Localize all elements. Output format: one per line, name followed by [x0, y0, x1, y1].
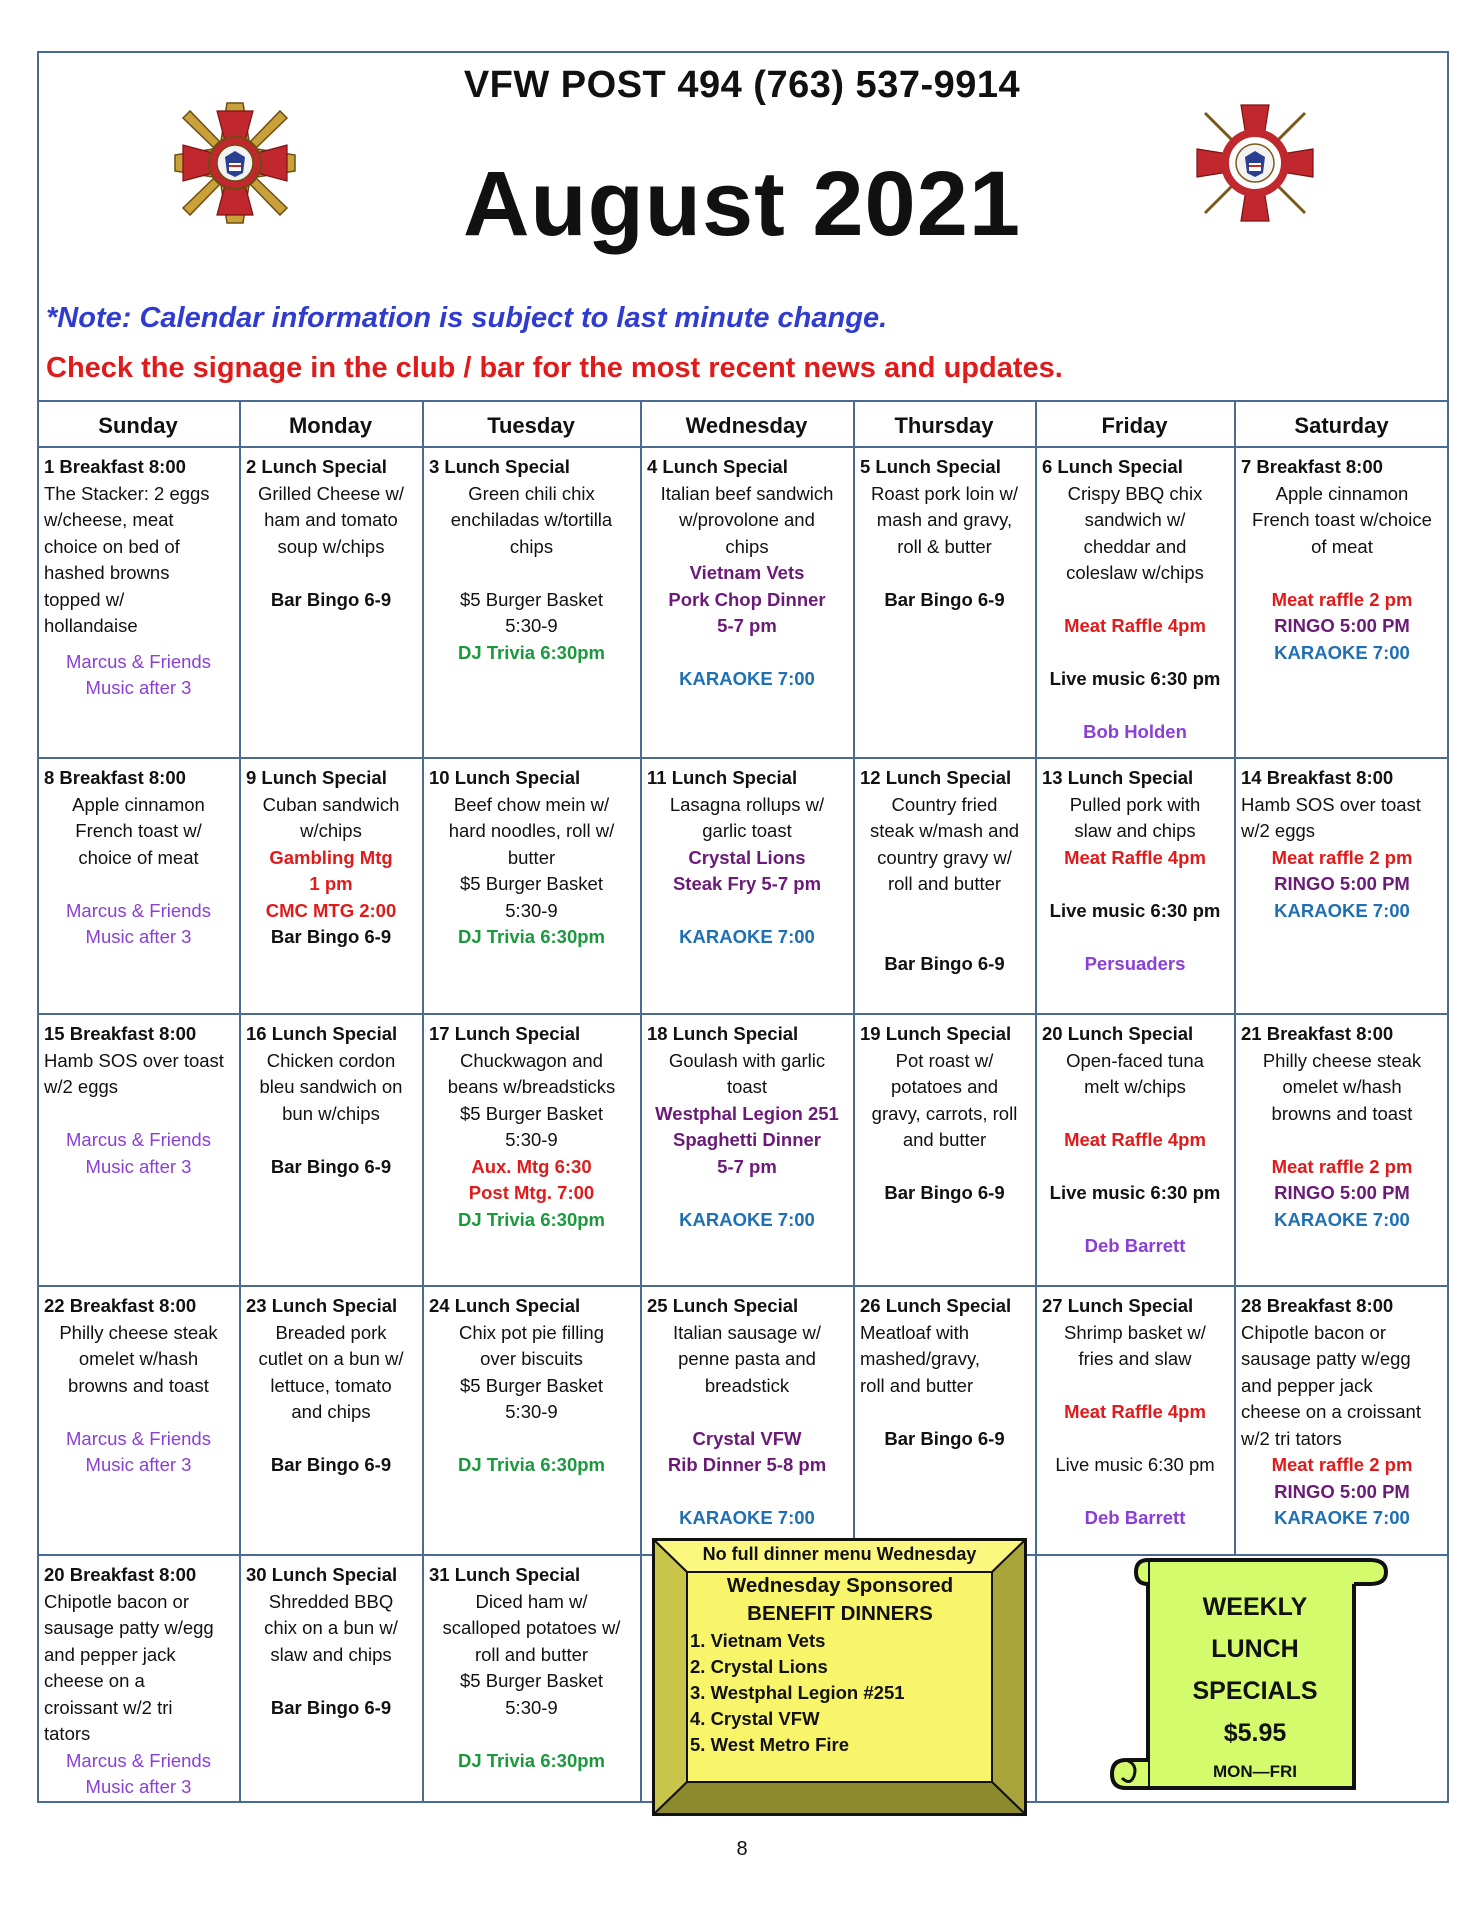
- event-line: The Stacker: 2 eggs: [44, 482, 210, 504]
- event-line: Crispy BBQ chix: [1067, 482, 1203, 504]
- event-line: 5:30-9: [505, 615, 558, 636]
- day-heading: 23 Lunch Special: [246, 1295, 398, 1316]
- event-line: Marcus & Friends: [66, 1129, 211, 1150]
- event-line: toast: [726, 1076, 768, 1097]
- event-line: Aux. Mtg 6:30: [471, 1155, 592, 1177]
- event-line: penne pasta and: [678, 1348, 816, 1369]
- wednesday-box-content: [690, 1572, 990, 1758]
- cell-spacer: [1042, 1479, 1228, 1506]
- day-cell: [422, 1285, 640, 1554]
- event-line: Open-faced tuna: [1066, 1049, 1204, 1071]
- day-heading: 25 Lunch Special: [647, 1295, 799, 1316]
- event-line: w/provolone and: [679, 509, 815, 530]
- weekday-thursday: Thursday: [894, 413, 994, 438]
- cell-spacer: [1042, 640, 1228, 667]
- event-line: DJ Trivia 6:30pm: [457, 1749, 606, 1771]
- event-line: Philly cheese steak: [59, 1321, 218, 1343]
- event-line: Meat raffle 2 pm: [1271, 588, 1413, 610]
- day-cell: [239, 757, 422, 1013]
- day-heading: 30 Lunch Special: [246, 1564, 398, 1585]
- day-cell: [239, 1013, 422, 1285]
- event-line: beans w/breadsticks: [447, 1076, 616, 1097]
- event-line: melt w/chips: [1084, 1076, 1186, 1097]
- event-line: Music after 3: [85, 1454, 192, 1475]
- day-heading: 18 Lunch Special: [647, 1023, 799, 1044]
- cell-spacer: [647, 1399, 847, 1426]
- day-cell: [37, 446, 239, 757]
- event-line: potatoes and: [891, 1076, 998, 1097]
- event-line: CMC MTG 2:00: [265, 899, 397, 921]
- day-cell: [1035, 1285, 1234, 1554]
- event-line: Meatloaf with: [860, 1321, 969, 1343]
- event-line: DJ Trivia 6:30pm: [457, 641, 606, 663]
- day-heading: 20 Breakfast 8:00: [44, 1564, 197, 1585]
- event-line: KARAOKE 7:00: [679, 1507, 815, 1528]
- post-title: VFW POST 494 (763) 537-9914: [463, 64, 1021, 106]
- event-line: tators: [44, 1723, 91, 1744]
- event-line: bleu sandwich on: [259, 1076, 403, 1097]
- cell-spacer: [860, 1154, 1029, 1181]
- cell-spacer: [1042, 1373, 1228, 1400]
- event-line: Meat Raffle 4pm: [1064, 1401, 1206, 1422]
- cell-spacer: [246, 1426, 416, 1453]
- day-cell: [422, 446, 640, 757]
- day-cell: [1234, 446, 1449, 757]
- day-cell: [640, 757, 853, 1013]
- event-line: browns and toast: [1271, 1102, 1413, 1124]
- day-cell: [37, 1013, 239, 1285]
- event-line: Green chili chix: [468, 482, 595, 504]
- event-line: Bar Bingo 6-9: [270, 588, 392, 610]
- cell-spacer: [647, 1180, 847, 1207]
- event-line: cheese on a croissant: [1241, 1401, 1421, 1422]
- event-line: browns and toast: [68, 1374, 209, 1396]
- event-line: Music after 3: [85, 1776, 192, 1797]
- day-heading: 27 Lunch Special: [1042, 1295, 1194, 1316]
- cell-spacer: [246, 560, 416, 587]
- cell-spacer: [246, 1668, 416, 1695]
- event-line: Diced ham w/: [475, 1590, 588, 1612]
- event-line: steak w/mash and: [869, 820, 1020, 841]
- day-cell: [37, 1285, 239, 1554]
- day-cell: [1035, 446, 1234, 757]
- event-line: Bar Bingo 6-9: [270, 926, 392, 947]
- event-line: 5:30-9: [505, 1401, 558, 1422]
- day-heading: 11 Lunch Special: [647, 767, 798, 788]
- cell-spacer: [44, 1101, 233, 1128]
- day-cell: [1035, 757, 1234, 1013]
- event-line: Pork Chop Dinner: [668, 588, 826, 610]
- day-cell: [37, 1554, 239, 1803]
- event-line: Marcus & Friends: [66, 1427, 211, 1449]
- day-cell: [239, 1285, 422, 1554]
- event-line: French toast w/: [75, 820, 202, 841]
- event-line: Music after 3: [85, 926, 192, 947]
- weekday-tuesday: Tuesday: [487, 413, 575, 438]
- event-line: cheddar and: [1083, 535, 1187, 557]
- wednesday-box-subheading: BENEFIT DINNERS: [747, 1602, 933, 1625]
- event-line: w/chips: [300, 820, 362, 841]
- day-cell: [239, 1554, 422, 1803]
- event-line: cutlet on a bun w/: [258, 1348, 404, 1369]
- day-cell: [422, 757, 640, 1013]
- event-line: cheese on a: [44, 1670, 145, 1691]
- event-line: sausage patty w/egg: [44, 1617, 214, 1638]
- event-line: DJ Trivia 6:30pm: [457, 926, 606, 947]
- specials-label: SPECIALS: [1192, 1677, 1318, 1705]
- day-heading: 13 Lunch Special: [1042, 767, 1194, 788]
- weekday-wednesday: Wednesday: [685, 413, 808, 438]
- benefit-dinner-item: 2. Crystal Lions: [690, 1656, 828, 1677]
- cell-spacer: [647, 898, 847, 925]
- event-line: RINGO 5:00 PM: [1274, 873, 1410, 894]
- event-line: sandwich w/: [1084, 509, 1186, 530]
- day-heading: 31 Lunch Special: [429, 1564, 581, 1585]
- event-line: Westphal Legion 251: [655, 1102, 839, 1124]
- event-line: omelet w/hash: [1282, 1076, 1402, 1097]
- event-line: hard noodles, roll w/: [448, 820, 615, 841]
- day-cell: [37, 757, 239, 1013]
- weekly-label: WEEKLY: [1202, 1593, 1308, 1621]
- event-line: Live music 6:30 pm: [1049, 899, 1221, 921]
- event-line: KARAOKE 7:00: [679, 926, 815, 947]
- day-cell: [1234, 1285, 1449, 1554]
- cell-spacer: [1042, 587, 1228, 614]
- cell-spacer: [44, 1399, 233, 1426]
- event-line: and butter: [902, 1129, 987, 1150]
- event-line: DJ Trivia 6:30pm: [457, 1454, 606, 1475]
- event-line: of meat: [1311, 535, 1373, 557]
- event-line: over biscuits: [480, 1348, 583, 1369]
- lunch-label: LUNCH: [1211, 1635, 1299, 1663]
- day-heading: 28 Breakfast 8:00: [1241, 1295, 1394, 1316]
- event-line: Bar Bingo 6-9: [270, 1696, 392, 1718]
- event-line: Cuban sandwich: [262, 793, 400, 815]
- event-line: hollandaise: [44, 615, 138, 636]
- event-line: enchiladas w/tortilla: [450, 509, 613, 530]
- event-line: gravy, carrots, roll: [871, 1102, 1018, 1124]
- day-cell: [422, 1554, 640, 1803]
- event-line: Live music 6:30 pm: [1049, 1182, 1221, 1203]
- event-line: topped w/: [44, 588, 125, 610]
- event-line: Deb Barrett: [1084, 1507, 1186, 1528]
- cell-spacer: [44, 871, 233, 898]
- event-line: Meat raffle 2 pm: [1271, 846, 1413, 868]
- cell-spacer: [1042, 1207, 1228, 1234]
- event-line: slaw and chips: [270, 1643, 392, 1665]
- event-line: Rib Dinner 5-8 pm: [667, 1454, 827, 1475]
- event-line: Roast pork loin w/: [870, 482, 1019, 504]
- event-line: Italian beef sandwich: [660, 482, 834, 504]
- event-line: Persuaders: [1084, 952, 1186, 974]
- day-cell: [853, 446, 1035, 757]
- event-line: Deb Barrett: [1084, 1235, 1186, 1256]
- event-line: RINGO 5:00 PM: [1274, 1182, 1410, 1203]
- weekday-friday: Friday: [1101, 413, 1168, 438]
- event-line: Grilled Cheese w/: [257, 482, 404, 504]
- event-line: Spaghetti Dinner: [672, 1129, 821, 1150]
- day-cell: [853, 1285, 1035, 1554]
- event-line: breadstick: [704, 1374, 790, 1396]
- event-line: Bar Bingo 6-9: [270, 1155, 392, 1177]
- wednesday-box-top-label: No full dinner menu Wednesday: [702, 1544, 977, 1564]
- signage-notice: Check the signage in the club / bar for the most recent news and updates.: [46, 352, 1063, 384]
- event-line: DJ Trivia 6:30pm: [457, 1208, 606, 1230]
- event-line: French toast w/choice: [1252, 509, 1432, 530]
- event-line: Bar Bingo 6-9: [270, 1454, 392, 1475]
- event-line: butter: [507, 846, 556, 868]
- cell-spacer: [860, 1399, 1029, 1426]
- weekday-saturday: Saturday: [1294, 413, 1389, 438]
- cell-spacer: [860, 898, 1029, 925]
- cell-spacer: [647, 640, 847, 667]
- event-line: KARAOKE 7:00: [679, 668, 815, 689]
- day-cell: [853, 1013, 1035, 1285]
- event-line: 5-7 pm: [717, 1155, 777, 1177]
- event-line: Philly cheese steak: [1262, 1049, 1422, 1071]
- day-heading: 2 Lunch Special: [246, 456, 387, 477]
- event-line: Steak Fry 5-7 pm: [672, 873, 822, 894]
- day-cell: [853, 757, 1035, 1013]
- day-cell: [1035, 1013, 1234, 1285]
- cell-spacer: [429, 1426, 634, 1453]
- event-line: Meat Raffle 4pm: [1064, 846, 1206, 868]
- event-line: $5 Burger Basket: [460, 1102, 603, 1124]
- event-line: bun w/chips: [282, 1102, 380, 1124]
- event-line: Pulled pork with: [1069, 793, 1201, 815]
- benefit-dinner-item: 3. Westphal Legion #251: [690, 1682, 905, 1703]
- wednesday-box-heading: Wednesday Sponsored: [726, 1574, 954, 1597]
- day-heading: 16 Lunch Special: [246, 1023, 398, 1044]
- day-heading: 3 Lunch Special: [429, 456, 570, 477]
- event-line: and pepper jack: [1241, 1374, 1373, 1396]
- cell-spacer: [1241, 1127, 1443, 1154]
- event-line: KARAOKE 7:00: [679, 1208, 815, 1230]
- day-cell: [640, 1013, 853, 1285]
- cell-spacer: [1241, 560, 1443, 587]
- cell-spacer: [1042, 693, 1228, 720]
- event-line: KARAOKE 7:00: [1274, 1507, 1410, 1528]
- event-line: RINGO 5:00 PM: [1274, 615, 1410, 636]
- cell-spacer: [860, 924, 1029, 951]
- event-line: 5:30-9: [505, 899, 558, 921]
- event-line: croissant w/2 tri: [44, 1696, 173, 1718]
- event-line: Meat Raffle 4pm: [1064, 615, 1206, 636]
- event-line: ham and tomato: [264, 509, 398, 530]
- event-line: roll and butter: [474, 1643, 589, 1665]
- day-heading: 19 Lunch Special: [860, 1023, 1012, 1044]
- event-line: 5:30-9: [505, 1696, 558, 1718]
- event-line: Apple cinnamon: [1275, 482, 1409, 504]
- event-line: mash and gravy,: [876, 509, 1013, 530]
- cell-spacer: [1042, 1101, 1228, 1128]
- event-line: Pot roast w/: [895, 1049, 994, 1071]
- event-line: Crystal VFW: [692, 1427, 802, 1449]
- event-line: Country fried: [891, 793, 998, 815]
- event-line: KARAOKE 7:00: [1274, 899, 1410, 921]
- event-line: KARAOKE 7:00: [1274, 641, 1410, 663]
- event-line: $5 Burger Basket: [460, 1670, 603, 1691]
- day-cell: [640, 446, 853, 757]
- day-heading: 8 Breakfast 8:00: [44, 767, 186, 788]
- cell-spacer: [429, 560, 634, 587]
- event-line: Shrimp basket w/: [1064, 1321, 1206, 1343]
- day-heading: 21 Breakfast 8:00: [1241, 1023, 1394, 1044]
- event-line: hashed browns: [44, 562, 170, 583]
- event-line: Lasagna rollups w/: [669, 793, 825, 815]
- day-cell: [1234, 1013, 1449, 1285]
- event-line: chips: [509, 535, 554, 557]
- event-line: Chix pot pie filling: [459, 1321, 604, 1343]
- event-line: 1 pm: [309, 873, 353, 894]
- day-cell: [422, 1013, 640, 1285]
- day-cell: [239, 446, 422, 757]
- event-line: Chuckwagon and: [460, 1049, 603, 1071]
- vfw-emblem-icon: [172, 100, 298, 226]
- day-heading: 22 Breakfast 8:00: [44, 1295, 197, 1316]
- event-line: mashed/gravy,: [860, 1348, 980, 1369]
- event-line: Shredded BBQ: [268, 1590, 394, 1612]
- event-line: Chicken cordon: [266, 1049, 396, 1071]
- cell-spacer: [246, 1127, 416, 1154]
- event-line: Hamb SOS over toast: [1241, 793, 1421, 815]
- event-line: 5:30-9: [505, 1129, 558, 1150]
- day-heading: 26 Lunch Special: [860, 1295, 1012, 1316]
- event-line: and chips: [291, 1401, 371, 1422]
- event-line: w/2 tri tators: [1241, 1427, 1342, 1449]
- event-line: Marcus & Friends: [66, 650, 211, 672]
- event-line: Meat raffle 2 pm: [1271, 1454, 1413, 1475]
- event-line: Post Mtg. 7:00: [468, 1182, 595, 1203]
- event-line: and pepper jack: [44, 1643, 176, 1665]
- event-line: 5-7 pm: [717, 615, 777, 636]
- event-line: w/2 eggs: [1241, 820, 1316, 841]
- event-line: KARAOKE 7:00: [1274, 1208, 1410, 1230]
- event-line: chix on a bun w/: [264, 1617, 398, 1638]
- event-line: $5 Burger Basket: [460, 1374, 603, 1396]
- event-line: omelet w/hash: [78, 1348, 199, 1369]
- cell-spacer: [647, 1479, 847, 1506]
- event-line: Live music 6:30 pm: [1049, 668, 1221, 689]
- event-line: Marcus & Friends: [66, 899, 211, 921]
- weekday-sunday: Sunday: [98, 413, 178, 438]
- calendar-note: *Note: Calendar information is subject to last minute change.: [46, 302, 888, 334]
- event-line: garlic toast: [702, 820, 792, 841]
- day-heading: 1 Breakfast 8:00: [44, 456, 186, 477]
- event-line: lettuce, tomato: [270, 1374, 392, 1396]
- day-heading: 4 Lunch Special: [647, 456, 788, 477]
- event-line: roll and butter: [860, 1374, 974, 1396]
- cell-spacer: [429, 1721, 634, 1748]
- page-number: 8: [736, 1838, 748, 1860]
- benefit-dinner-item: 4. Crystal VFW: [690, 1708, 820, 1729]
- event-line: $5 Burger Basket: [460, 588, 603, 610]
- event-line: Music after 3: [85, 1155, 192, 1177]
- day-heading: 9 Lunch Special: [246, 767, 387, 788]
- day-heading: 14 Breakfast 8:00: [1241, 767, 1394, 788]
- day-heading: 15 Breakfast 8:00: [44, 1023, 197, 1044]
- event-line: Meat raffle 2 pm: [1271, 1155, 1413, 1177]
- day-heading: 10 Lunch Special: [429, 767, 581, 788]
- event-line: Chipotle bacon or: [1241, 1321, 1387, 1343]
- event-line: w/cheese, meat: [44, 509, 174, 530]
- event-line: Hamb SOS over toast: [44, 1049, 224, 1071]
- benefit-dinner-item: 5. West Metro Fire: [690, 1734, 850, 1755]
- day-heading: 20 Lunch Special: [1042, 1023, 1194, 1044]
- weekly-price: $5.95: [1223, 1719, 1287, 1747]
- day-heading: 24 Lunch Special: [429, 1295, 581, 1316]
- cell-spacer: [1042, 924, 1228, 951]
- event-line: roll & butter: [897, 535, 992, 557]
- event-line: Bar Bingo 6-9: [884, 1427, 1005, 1449]
- day-heading: 17 Lunch Special: [429, 1023, 581, 1044]
- event-line: Chipotle bacon or: [44, 1590, 190, 1612]
- day-cell: [1234, 757, 1449, 1013]
- event-line: chips: [725, 535, 769, 557]
- event-line: Vietnam Vets: [689, 562, 805, 583]
- cell-spacer: [44, 640, 233, 649]
- event-line: coleslaw w/chips: [1066, 562, 1204, 583]
- event-line: slaw and chips: [1074, 820, 1196, 841]
- day-heading: 6 Lunch Special: [1042, 456, 1183, 477]
- event-line: Meat Raffle 4pm: [1064, 1129, 1206, 1150]
- event-line: Live music 6:30 pm: [1055, 1454, 1215, 1475]
- weekly-days: MON—FRI: [1212, 1762, 1298, 1781]
- vfw-auxiliary-emblem-icon: [1192, 100, 1318, 226]
- event-line: Music after 3: [85, 677, 192, 699]
- event-line: Gambling Mtg: [269, 846, 393, 868]
- event-line: sausage patty w/egg: [1241, 1348, 1411, 1369]
- event-line: Bar Bingo 6-9: [884, 1182, 1005, 1203]
- event-line: Crystal Lions: [688, 846, 806, 868]
- weekday-monday: Monday: [288, 413, 373, 438]
- event-line: Marcus & Friends: [66, 1749, 211, 1771]
- benefit-dinner-item: 1. Vietnam Vets: [690, 1630, 826, 1651]
- event-line: choice of meat: [78, 846, 199, 868]
- event-line: Bar Bingo 6-9: [884, 952, 1005, 974]
- day-cell: [640, 1285, 853, 1554]
- cell-spacer: [860, 560, 1029, 587]
- cell-spacer: [1042, 1154, 1228, 1181]
- event-line: Italian sausage w/: [672, 1321, 822, 1343]
- day-heading: 5 Lunch Special: [860, 456, 1001, 477]
- event-line: $5 Burger Basket: [460, 873, 603, 894]
- event-line: Bob Holden: [1083, 721, 1187, 742]
- day-heading: 7 Breakfast 8:00: [1241, 456, 1383, 477]
- event-line: RINGO 5:00 PM: [1274, 1480, 1410, 1502]
- event-line: soup w/chips: [277, 535, 385, 557]
- event-line: roll and butter: [887, 873, 1002, 894]
- event-line: Breaded pork: [275, 1321, 387, 1343]
- event-line: Goulash with garlic: [668, 1049, 826, 1071]
- month-title: August 2021: [462, 153, 1022, 255]
- event-line: scalloped potatoes w/: [442, 1617, 621, 1638]
- event-line: w/2 eggs: [44, 1076, 119, 1097]
- event-line: Beef chow mein w/: [453, 793, 610, 815]
- event-line: country gravy w/: [877, 846, 1012, 868]
- event-line: Bar Bingo 6-9: [884, 588, 1005, 610]
- event-line: Apple cinnamon: [72, 793, 205, 815]
- cell-spacer: [1042, 1426, 1228, 1453]
- day-heading: 12 Lunch Special: [860, 767, 1012, 788]
- event-line: choice on bed of: [44, 535, 180, 557]
- cell-spacer: [1042, 871, 1228, 898]
- event-line: fries and slaw: [1078, 1348, 1192, 1369]
